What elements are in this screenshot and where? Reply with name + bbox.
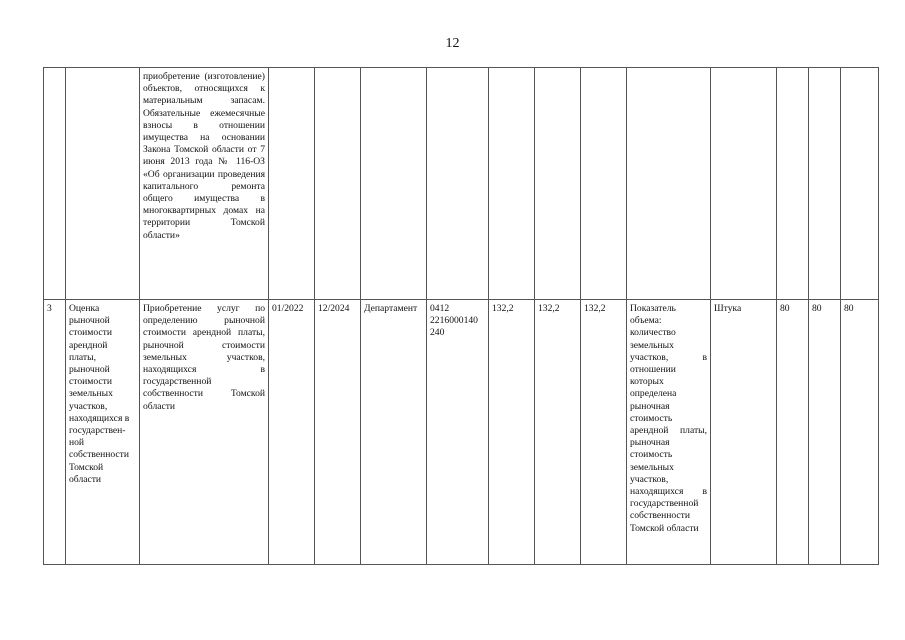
table-row [44, 300, 879, 565]
cell-description: Приобретение услуг по определению рыночной стоимости арендной платы, рыночной стоимости земельных участков, находящихся в государственной собственности Томской области [140, 300, 269, 565]
cell-value-1: 80 [777, 300, 809, 565]
cell-name [66, 68, 140, 300]
cell-value-3: 80 [841, 300, 879, 565]
cell-indicator [627, 68, 711, 300]
cell-start [269, 68, 315, 300]
table-row [44, 68, 879, 300]
cell-amount-2 [535, 68, 581, 300]
data-table [43, 67, 879, 565]
cell-kbk [427, 68, 489, 300]
cell-value-2 [809, 68, 841, 300]
cell-indicator: Показатель объема: количество земельных участков, в отношении которых определена рыночная стоимость арендной платы, рыночная стоимость земельных участков, находящихся в государственной собственности Томской области [627, 300, 711, 565]
cell-num [44, 68, 66, 300]
cell-amount-3: 132,2 [581, 300, 627, 565]
cell-amount-2: 132,2 [535, 300, 581, 565]
cell-amount-3 [581, 68, 627, 300]
cell-executor [361, 68, 427, 300]
cell-start: 01/2022 [269, 300, 315, 565]
cell-end: 12/2024 [315, 300, 361, 565]
cell-value-1 [777, 68, 809, 300]
cell-num: 3 [44, 300, 66, 565]
cell-end [315, 68, 361, 300]
cell-value-2: 80 [809, 300, 841, 565]
cell-kbk: 0412 2216000140 240 [427, 300, 489, 565]
cell-unit: Штука [711, 300, 777, 565]
page-number: 12 [445, 36, 460, 51]
cell-description: приобретение (изготовление) объектов, относящихся к материальным запасам. Обязательные ежемесячные взносы в отношении имущества на основании Закона Томской области от 7 июня 2013 года № 116-ОЗ «Об организации проведения капитального ремонта общего имущества в многоквартирных домах на территории Томской области» [140, 68, 269, 300]
cell-executor: Департамент [361, 300, 427, 565]
cell-name: Оценка рыночной стоимости арендной платы, рыночной стоимости земельных участков, находящихся в государствен-ной собственности Томской области [66, 300, 140, 565]
cell-unit [711, 68, 777, 300]
cell-amount-1 [489, 68, 535, 300]
cell-amount-1: 132,2 [489, 300, 535, 565]
cell-value-3 [841, 68, 879, 300]
